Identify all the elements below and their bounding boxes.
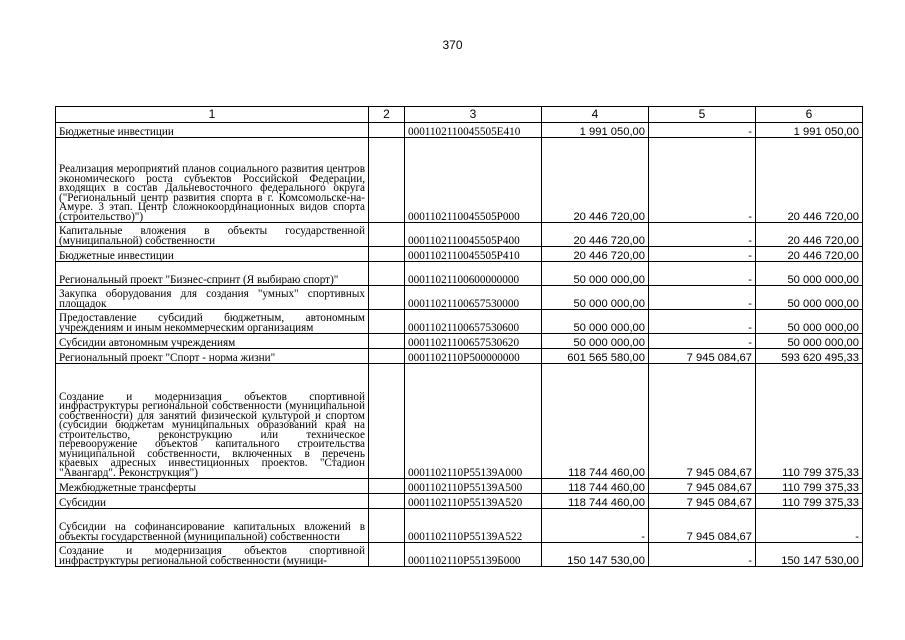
amount-col-5: 7 945 084,67	[649, 364, 756, 479]
item-name: Субсидии	[56, 494, 369, 509]
column-2-cell	[369, 334, 405, 349]
column-2-cell	[369, 123, 405, 138]
amount-col-6: 110 799 375,33	[756, 364, 863, 479]
amount-col-5: -	[649, 262, 756, 286]
table-row	[56, 479, 863, 494]
amount-col-5: 7 945 084,67	[649, 479, 756, 494]
amount-col-5: -	[649, 310, 756, 334]
budget-code: 00011021100657530000	[405, 286, 542, 310]
table-row	[56, 494, 863, 509]
amount-col-4: 20 446 720,00	[542, 223, 649, 247]
amount-col-4: 50 000 000,00	[542, 334, 649, 349]
amount-col-6: -	[756, 509, 863, 543]
item-name: Региональный проект "Бизнес-спринт (Я выбираю спорт)"	[56, 262, 369, 286]
budget-code: 00011021100600000000	[405, 262, 542, 286]
column-header: 2	[369, 107, 405, 123]
amount-col-6: 50 000 000,00	[756, 334, 863, 349]
table-row	[56, 123, 863, 138]
amount-col-4: 50 000 000,00	[542, 262, 649, 286]
table-row	[56, 543, 863, 567]
amount-col-5: 7 945 084,67	[649, 349, 756, 364]
amount-col-5: 7 945 084,67	[649, 509, 756, 543]
amount-col-5: -	[649, 123, 756, 138]
amount-col-4: 20 446 720,00	[542, 138, 649, 223]
table-row	[56, 286, 863, 310]
amount-col-5: -	[649, 334, 756, 349]
item-name: Субсидии автономным учреждениям	[56, 334, 369, 349]
amount-col-4: 20 446 720,00	[542, 247, 649, 262]
item-name: Бюджетные инвестиции	[56, 247, 369, 262]
amount-col-4: 118 744 460,00	[542, 494, 649, 509]
column-2-cell	[369, 138, 405, 223]
amount-col-5: -	[649, 223, 756, 247]
item-name: Региональный проект "Спорт - норма жизни"	[56, 349, 369, 364]
item-name: Закупка оборудования для создания "умных" спортивных площадок	[56, 286, 369, 310]
amount-col-6: 50 000 000,00	[756, 286, 863, 310]
amount-col-4: 601 565 580,00	[542, 349, 649, 364]
table-row	[56, 364, 863, 479]
amount-col-4: 50 000 000,00	[542, 286, 649, 310]
column-2-cell	[369, 494, 405, 509]
item-name: Бюджетные инвестиции	[56, 123, 369, 138]
budget-code: 0001102110045505Е410	[405, 123, 542, 138]
budget-code: 0001102110Р500000000	[405, 349, 542, 364]
column-2-cell	[369, 364, 405, 479]
budget-code: 00011021100657530600	[405, 310, 542, 334]
table-row	[56, 138, 863, 223]
amount-col-6: 593 620 495,33	[756, 349, 863, 364]
amount-col-4: 118 744 460,00	[542, 364, 649, 479]
item-name: Субсидии на софинансирование капитальных вложений в объекты государственной (муниципальной) собственности	[56, 509, 369, 543]
amount-col-6: 1 991 050,00	[756, 123, 863, 138]
column-2-cell	[369, 286, 405, 310]
budget-code: 0001102110045505Р400	[405, 223, 542, 247]
budget-code: 0001102110045505Р410	[405, 247, 542, 262]
column-2-cell	[369, 349, 405, 364]
table-row	[56, 247, 863, 262]
table-row	[56, 334, 863, 349]
budget-code: 0001102110045505Р000	[405, 138, 542, 223]
column-2-cell	[369, 310, 405, 334]
budget-code: 00011021100657530620	[405, 334, 542, 349]
amount-col-6: 50 000 000,00	[756, 262, 863, 286]
column-2-cell	[369, 247, 405, 262]
amount-col-6: 150 147 530,00	[756, 543, 863, 567]
amount-col-6: 110 799 375,33	[756, 479, 863, 494]
column-2-cell	[369, 262, 405, 286]
budget-code: 0001102110Р55139А520	[405, 494, 542, 509]
table-row	[56, 509, 863, 543]
column-2-cell	[369, 479, 405, 494]
budget-code: 0001102110Р55139Б000	[405, 543, 542, 567]
amount-col-5: 7 945 084,67	[649, 494, 756, 509]
table-row	[56, 310, 863, 334]
column-header: 5	[649, 107, 756, 123]
table-row	[56, 223, 863, 247]
budget-code: 0001102110Р55139А500	[405, 479, 542, 494]
column-2-cell	[369, 223, 405, 247]
amount-col-5: -	[649, 247, 756, 262]
amount-col-4: 150 147 530,00	[542, 543, 649, 567]
item-name: Создание и модернизация объектов спортивной инфраструктуры региональной собственности (муници-	[56, 543, 369, 567]
amount-col-6: 20 446 720,00	[756, 223, 863, 247]
amount-col-6: 110 799 375,33	[756, 494, 863, 509]
page-number: 370	[442, 38, 463, 52]
item-name: Межбюджетные трансферты	[56, 479, 369, 494]
amount-col-6: 20 446 720,00	[756, 138, 863, 223]
amount-col-4: 118 744 460,00	[542, 479, 649, 494]
budget-code: 0001102110Р55139А000	[405, 364, 542, 479]
table-row	[56, 262, 863, 286]
amount-col-5: -	[649, 286, 756, 310]
amount-col-4: 1 991 050,00	[542, 123, 649, 138]
amount-col-4: 50 000 000,00	[542, 310, 649, 334]
amount-col-5: -	[649, 138, 756, 223]
column-2-cell	[369, 543, 405, 567]
amount-col-6: 50 000 000,00	[756, 310, 863, 334]
column-header: 6	[756, 107, 863, 123]
table-row	[56, 349, 863, 364]
column-header: 3	[405, 107, 542, 123]
column-2-cell	[369, 509, 405, 543]
amount-col-6: 20 446 720,00	[756, 247, 863, 262]
header-row	[56, 107, 863, 123]
column-header: 4	[542, 107, 649, 123]
item-name: Создание и модернизация объектов спортивной инфраструктуры региональной собственности (муниципальной собственности) для занятий физической культурой и спортом (субсидии бюджетам муниципальных образований края на строительство, реконструкцию или техническое перевооружение объектов капитального строительства муниципальной собственности, включенных в перечень краевых адресных инвестиционных проектов. "Стадион "Авангард". Реконструкция")	[56, 364, 369, 479]
budget-table	[55, 106, 863, 567]
item-name: Капитальные вложения в объекты государственной (муниципальной) собственности	[56, 223, 369, 247]
budget-code: 0001102110Р55139А522	[405, 509, 542, 543]
item-name: Предоставление субсидий бюджетным, автономным учреждениям и иным некоммерческим организациям	[56, 310, 369, 334]
amount-col-4: -	[542, 509, 649, 543]
amount-col-5: -	[649, 543, 756, 567]
item-name: Реализация мероприятий планов социального развития центров экономического роста субъектов Российской Федерации, входящих в состав Дальневосточного федерального округа ("Региональный центр развития спорта в г. Комсомольске-на-Амуре. 3 этап. Центр сложнокоординационных видов спорта (строительство)")	[56, 138, 369, 223]
column-header: 1	[56, 107, 369, 123]
